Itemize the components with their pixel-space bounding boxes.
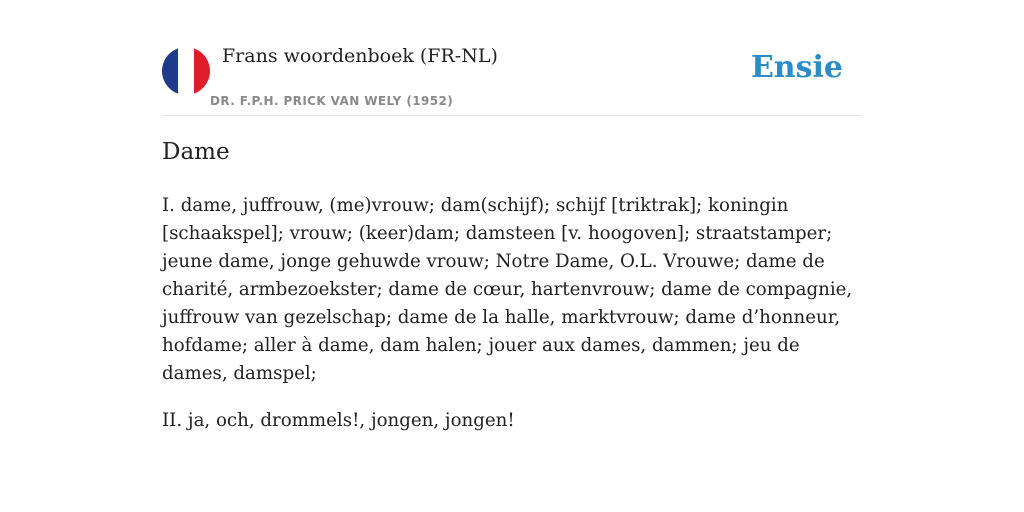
ensie-logo[interactable]: Ensie — [750, 50, 843, 85]
france-flag-icon — [162, 47, 210, 95]
dictionary-card — [162, 0, 862, 431]
dictionary-author: DR. F.P.H. PRICK VAN WELY (1952) — [210, 94, 454, 108]
sense-2: II. ja, och, drommels!, jongen, jongen! — [162, 410, 515, 431]
entry-definition — [162, 192, 862, 454]
entry-headword: Dame — [162, 139, 230, 165]
sense-1: I. dame, juffrouw, (me)vrouw; dam(schijf); schijf [triktrak]; koningin [schaakspel]; vrouw; (keer)dam; damsteen [v. hoogoven]; straatstamper; jeune dame, jonge gehuwde vrouw; Notre Dame, O.L. Vrouwe; dame de charité, armbezoekster; dame de cœur, hartenvrouw; dame de compagnie, juffrouw van gezelschap; dame de la halle, marktvrouw; dame d’honneur, hofdame; aller à dame, dam halen; jouer aux dames, dammen; jeu de dames, damspel; — [162, 195, 853, 384]
dictionary-header — [162, 0, 862, 116]
dictionary-title[interactable]: Frans woordenboek (FR-NL) — [222, 45, 498, 67]
